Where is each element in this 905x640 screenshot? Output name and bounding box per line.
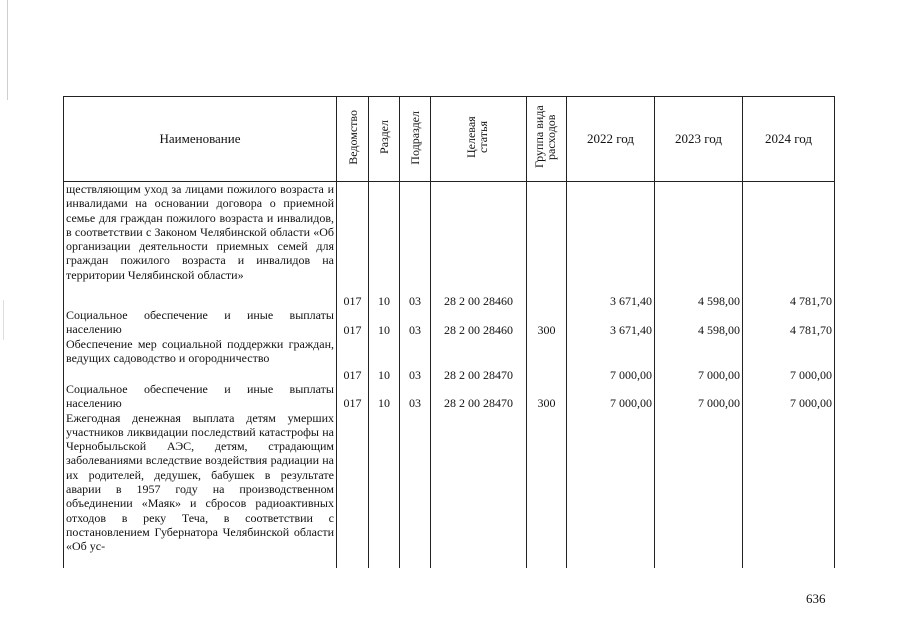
row-2023: 7 000,00: [655, 337, 743, 382]
header-name: Наименование: [64, 97, 337, 182]
row-article: [431, 411, 527, 568]
row-section: 10: [369, 182, 400, 309]
header-2024: 2024 год: [743, 97, 835, 182]
row-section: [369, 411, 400, 568]
header-department: Ведомство: [337, 97, 369, 182]
header-2022: 2022 год: [567, 97, 655, 182]
row-2022: 7 000,00: [567, 382, 655, 411]
row-name: Социальное обеспечение и иные выплаты населению: [64, 382, 337, 411]
row-2022: 3 671,40: [567, 182, 655, 309]
row-2022: [567, 411, 655, 568]
row-section: 10: [369, 337, 400, 382]
row-section: 10: [369, 308, 400, 337]
budget-table-container: [63, 96, 835, 568]
row-2023: 4 598,00: [655, 182, 743, 309]
row-2024: 7 000,00: [743, 382, 835, 411]
row-department: 017: [337, 182, 369, 309]
row-group: [527, 182, 567, 309]
row-name: ществляющим уход за лицами пожилого возраста и инвалидами на основании договора о приемной семье для граждан пожилого возраста и инвалидов, в соответствии с Законом Челябинской области «Об организации деятельности приемных семей для граждан пожилого возраста и инвалидов на территории Челябинской области»: [64, 182, 337, 309]
row-subsection: [400, 411, 431, 568]
row-article: 28 2 00 28460: [431, 308, 527, 337]
table-row: [64, 411, 835, 568]
row-name: Ежегодная денежная выплата детям умерших участников ликвидации последствий катастрофы на Чернобыльской АЭС, детям, страдающим заболеваниями вследствие воздействия радиации на их родителей, дедушек, бабушек в результате аварии в 1957 году на производственном объединении «Маяк» и сбросов радиоактивных отходов в реку Теча, в соответствии с постановлением Губернатора Челябинской области «Об ус-: [64, 411, 337, 568]
header-expense-group: Группа вида расходов: [527, 97, 567, 182]
scan-artifact: [3, 300, 4, 340]
row-2024: 4 781,70: [743, 182, 835, 309]
row-2023: [655, 411, 743, 568]
row-2024: 4 781,70: [743, 308, 835, 337]
row-subsection: 03: [400, 337, 431, 382]
row-section: 10: [369, 382, 400, 411]
header-subsection: Подраздел: [400, 97, 431, 182]
table-row: [64, 337, 835, 382]
page-number: 636: [806, 591, 826, 606]
scan-margin-line: [7, 0, 8, 100]
table-header-row: [64, 97, 835, 182]
row-name: Обеспечение мер социальной поддержки граждан, ведущих садоводство и огородничество: [64, 337, 337, 382]
row-2024: 7 000,00: [743, 337, 835, 382]
row-group: [527, 337, 567, 382]
row-name: Социальное обеспечение и иные выплаты населению: [64, 308, 337, 337]
row-department: [337, 411, 369, 568]
row-2023: 7 000,00: [655, 382, 743, 411]
header-2023: 2023 год: [655, 97, 743, 182]
table-row: [64, 382, 835, 411]
row-department: 017: [337, 382, 369, 411]
row-group: 300: [527, 308, 567, 337]
row-group: 300: [527, 382, 567, 411]
row-subsection: 03: [400, 382, 431, 411]
header-section: Раздел: [369, 97, 400, 182]
table-row: [64, 308, 835, 337]
row-department: 017: [337, 337, 369, 382]
row-group: [527, 411, 567, 568]
row-article: 28 2 00 28460: [431, 182, 527, 309]
table-row: [64, 182, 835, 309]
row-subsection: 03: [400, 308, 431, 337]
row-department: 017: [337, 308, 369, 337]
row-subsection: 03: [400, 182, 431, 309]
row-article: 28 2 00 28470: [431, 382, 527, 411]
row-article: 28 2 00 28470: [431, 337, 527, 382]
row-2022: 3 671,40: [567, 308, 655, 337]
row-2024: [743, 411, 835, 568]
row-2023: 4 598,00: [655, 308, 743, 337]
row-2022: 7 000,00: [567, 337, 655, 382]
header-target-article: Целевая статья: [431, 97, 527, 182]
budget-table: [63, 96, 835, 568]
